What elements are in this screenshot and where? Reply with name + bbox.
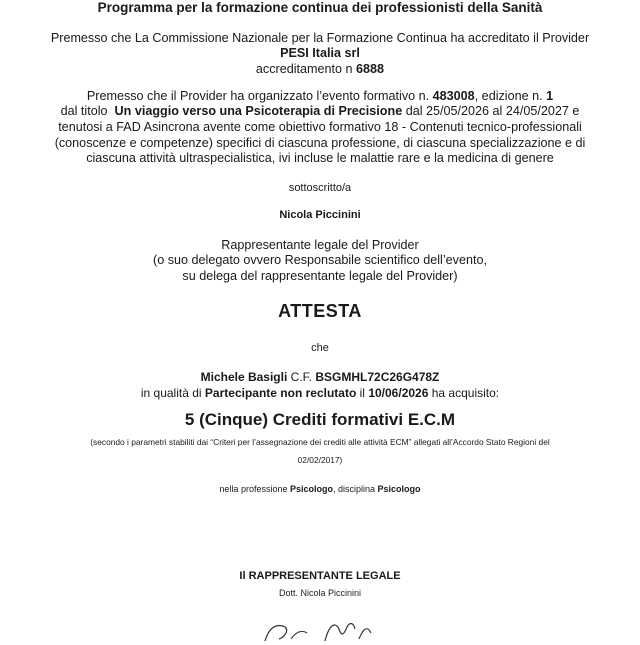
event-objective-line-3: ciascuna attività ultraspecialistica, ivi incluse le malattie rare e la medicina di genere [86,151,554,165]
signatory-role-line-3: su delega del rappresentante legale del Provider) [182,269,458,283]
cf-label: C.F. [290,370,312,384]
role-prefix: in qualità di [140,386,202,400]
edition-number: 1 [546,89,554,103]
participant-cf: BSGMHL72C26G478Z [315,370,440,384]
event-prefix: Premesso che il Provider ha organizzato l’evento formativo n. [86,89,430,103]
credits-note-line-2: 02/02/2017) [297,455,343,465]
legal-representative-title: Il RAPPRESENTANTE LEGALE [239,570,401,582]
program-title: Programma per la formazione continua dei professionisti della Sanità [97,0,543,15]
profession-prefix: nella professione [219,484,288,494]
signatory-name: Nicola Piccinini [279,209,361,221]
signatory-label: sottoscritto/a [288,182,352,194]
event-title: Un viaggio verso una Psicoterapia di Precisione [114,104,403,118]
discipline-value: Psicologo [377,484,421,494]
participant-role: Partecipante non reclutato [204,386,357,400]
accreditation-prefix: accreditamento n [255,62,353,76]
participation-date: 10/06/2026 [368,386,429,400]
legal-representative-name: Dott. Nicola Piccinini [278,588,362,598]
event-line [0,89,640,103]
event-objective-line-2: (conoscenze e competenze) specifici di ciascuna professione, di ciascuna specializzazione e di [54,136,586,150]
date-prefix: il [359,386,365,400]
credits-heading: 5 (Cinque) Crediti formativi E.C.M [184,410,456,429]
profession-line [0,484,640,494]
che-label: che [311,342,329,354]
attesta-heading: ATTESTA [278,301,362,321]
premise-provider-line: Premesso che La Commissione Nazionale per la Formazione Continua ha accreditato il Provider [50,31,590,45]
provider-name: PESI Italia srl [280,46,360,60]
participant-role-line [0,386,640,400]
event-objective-line: tenutosi a FAD Asincrona avente come obiettivo formativo 18 - Contenuti tecnico-professionali [58,120,582,134]
participant-name: Michele Basigli [200,370,288,384]
discipline-prefix: , disciplina [333,484,376,494]
signatory-role-line-2: (o suo delegato ovvero Responsabile scientifico dell’evento, [153,253,487,267]
signature-image [255,615,395,645]
event-title-line [0,104,640,118]
event-dates: dal 25/05/2026 al 24/05/2027 e [405,104,580,118]
event-number: 483008 [432,89,475,103]
title-prefix: dal titolo [60,104,108,118]
signatory-role: Rappresentante legale del Provider [221,238,419,252]
accreditation-line [0,62,640,76]
credits-note: (secondo i parametri stabiliti dai “Criteri per l’assegnazione dei crediti alle attività ECM” allegati all’Accordo Stato Regioni del [90,437,550,447]
participant-line [0,370,640,384]
profession-value: Psicologo [289,484,333,494]
accreditation-number: 6888 [356,62,385,76]
edition-prefix: , edizione n. [474,89,543,103]
acquired-suffix: ha acquisito: [431,386,500,400]
